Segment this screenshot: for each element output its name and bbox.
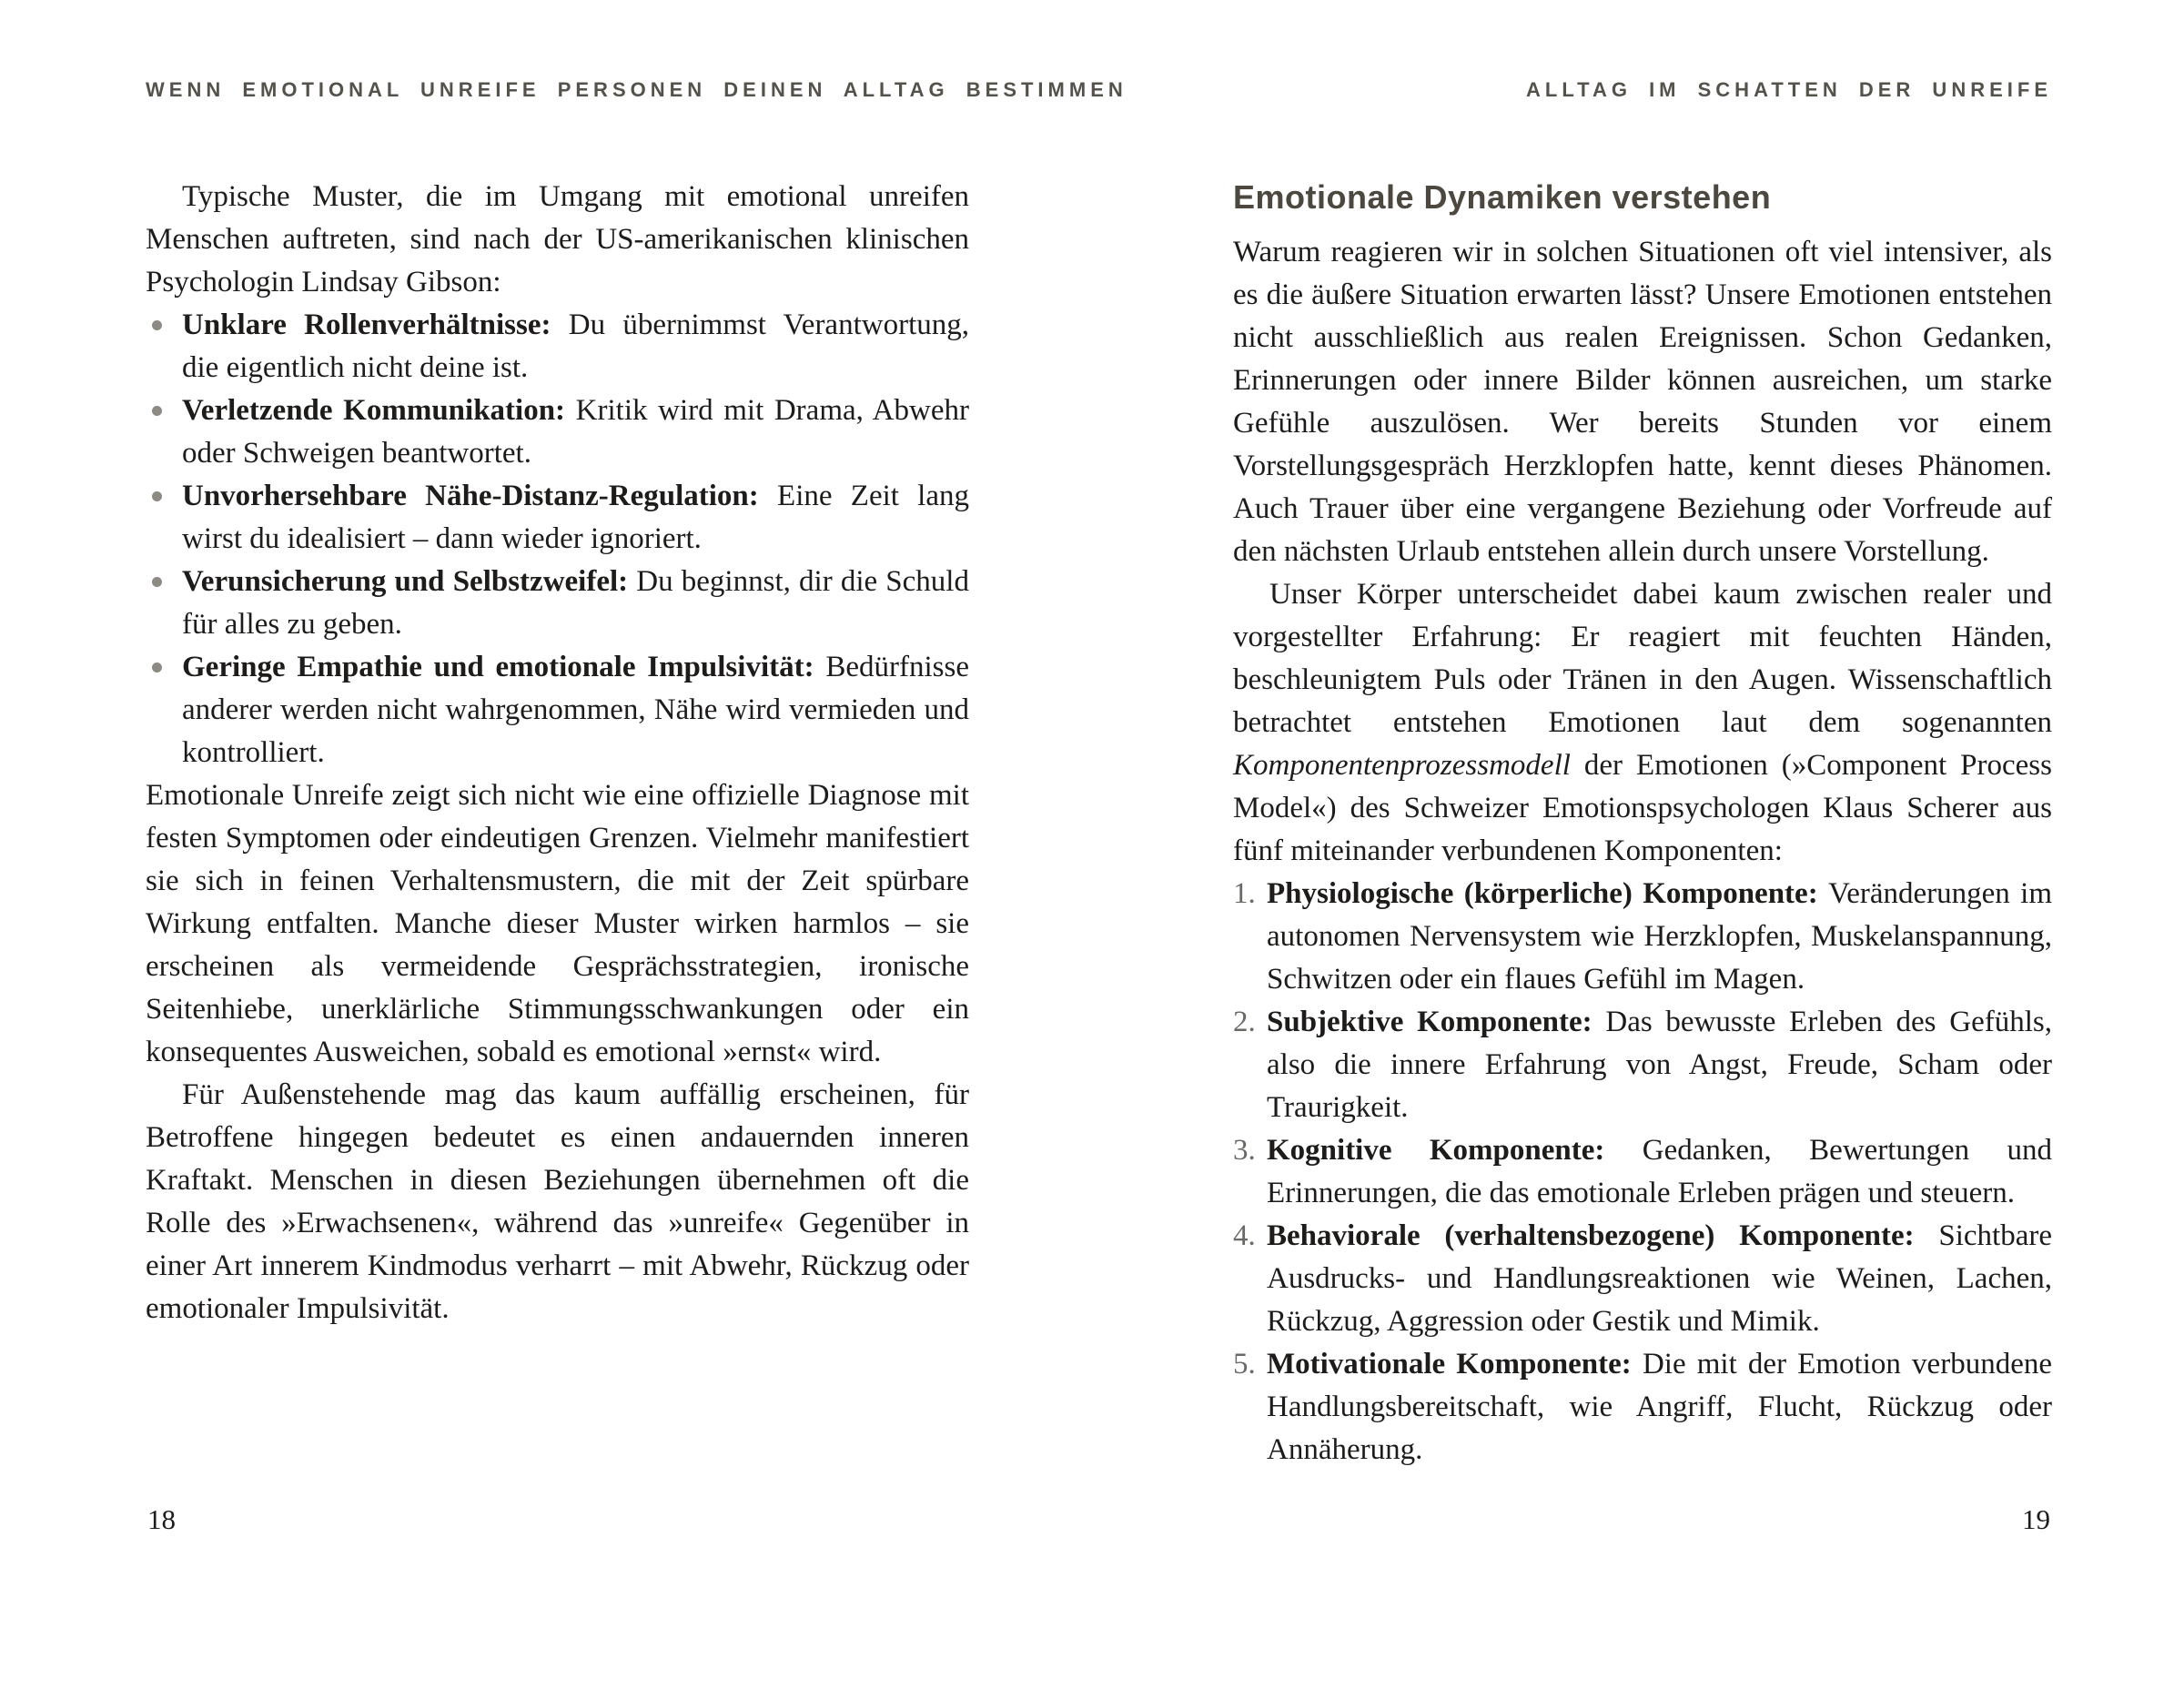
page-right [1233,0,2052,1699]
paragraph: Für Außenstehende mag das kaum auffällig erscheinen, für Betroffene hingegen bedeutet es einen andauernden inneren Kraftakt. Menschen in diesen Beziehungen übernehmen oft die Rolle des »Erwachsenen«, während das »unreife« Gegenüber in einer Art innerem Kindmodus verharrt – mit Abwehr, Rückzug oder emotionaler Impulsivität. [146,1078,969,1325]
bullet-text: Du übernimmst Verantwortung, die eigentlich nicht deine ist. [182,308,969,384]
numbered-list [1233,873,2052,1471]
bullet-item [182,389,969,475]
bullet-dot-icon [152,491,162,501]
page-number-right: 19 [2022,1503,2050,1535]
numbered-item [1233,1129,2053,1215]
running-head-left: WENN EMOTIONAL UNREIFE PERSONEN DEINEN ALLTAG BESTIMMEN [146,78,1127,101]
item-lead: Subjektive Komponente: [1267,1006,1606,1038]
bullet-item [182,646,969,774]
right-body-text [1233,176,2052,1471]
model-paragraph [1233,573,2052,873]
bullet-text: Du beginnst, dir die Schuld für alles zu geben. [182,565,969,641]
item-lead: Behaviorale (verhaltensbezogene) Komponente: [1267,1219,1939,1252]
item-lead: Motivationale Komponente: [1267,1348,1643,1380]
model-paragraph-italic-term: Komponentenprozessmodell [1233,749,1571,782]
bullet-item [182,561,969,646]
bullet-text: Kritik wird mit Drama, Abwehr oder Schweigen beantwortet. [182,394,969,470]
running-head-right: ALLTAG IM SCHATTEN DER UNREIFE [1526,78,2052,101]
bullet-list [146,304,969,774]
page-number-left: 18 [147,1503,176,1535]
paragraph: Emotionale Unreife zeigt sich nicht wie eine offizielle Diagnose mit festen Symptomen oder eindeutigen Grenzen. Vielmehr manifestiert sie sich in feinen Verhaltensmustern, die mit der Zeit spürbare Wirkung entfalten. Manche dieser Muster wirken harmlos – sie erscheinen als vermeidende Gesprächsstrategien, ironische Seitenhiebe, unerklärliche Stimmungsschwankungen oder ein konsequentes Ausweichen, sobald es emotional »ernst« wird. [146,779,969,1068]
section-heading: Emotionale Dynamiken verstehen [1233,178,1772,216]
item-lead: Kognitive Komponente: [1267,1134,1643,1167]
left-body-text [146,176,969,1330]
item-text: Gedanken, Bewertungen und Erinnerungen, die das emotionale Erleben prägen und steuern. [1267,1134,2053,1209]
item-text: Die mit der Emotion verbundene Handlungsbereitschaft, wie Angriff, Flucht, Rückzug oder Annäherung. [1267,1348,2052,1466]
page-left [146,0,1127,1699]
intro-paragraph: Warum reagieren wir in solchen Situationen oft viel intensiver, als es die äußere Situation erwarten lässt? Unsere Emotionen entstehen nicht ausschließlich aus realen Ereignissen. Schon Gedanken, Erinnerungen oder innere Bilder können ausreichen, um starke Gefühle auszulösen. Wer bereits Stunden vor einem Vorstellungsgespräch Herzklopfen hatte, kennt dieses Phänomen. Auch Trauer über eine vergangene Beziehung oder Vorfreude auf den nächsten Urlaub entstehen allein durch unsere Vorstellung. [1233,236,2052,568]
item-number: 4. [1233,1219,1256,1252]
bullet-item [182,475,969,561]
item-text: Das bewusste Erleben des Gefühls, also die innere Erfahrung von Angst, Freude, Scham oder Traurigkeit. [1267,1006,2052,1124]
item-lead: Physiologische (körperliche) Komponente: [1267,877,1829,910]
model-paragraph-after: der Emotionen (»Component Process Model«) des Schweizer Emotionspsychologen Klaus Scherer aus fünf miteinander verbundenen Komponenten: [1233,749,2052,867]
bullet-dot-icon [152,406,162,416]
bullet-lead: Unklare Rollenverhältnisse: [182,308,569,341]
item-number: 1. [1233,877,1256,910]
bullet-item [182,304,969,389]
bullet-dot-icon [152,662,162,673]
bullet-lead: Geringe Empathie und emotionale Impulsivität: [182,651,826,683]
intro-paragraph: Typische Muster, die im Umgang mit emotional unreifen Menschen auftreten, sind nach der US-amerikanischen klinischen Psychologin Lindsay Gibson: [146,180,969,298]
bullet-text: Bedürfnisse anderer werden nicht wahrgenommen, Nähe wird vermieden und kontrolliert. [182,651,969,769]
item-number: 3. [1233,1134,1256,1167]
item-text: Sichtbare Ausdrucks- und Handlungsreaktionen wie Weinen, Lachen, Rückzug, Aggression oder Gestik und Mimik. [1267,1219,2052,1338]
bullet-lead: Unvorhersehbare Nähe-Distanz-Regulation: [182,480,778,512]
numbered-item [1233,1215,2052,1343]
model-paragraph-before: Unser Körper unterscheidet dabei kaum zwischen realer und vorgestellter Erfahrung: Er reagiert mit feuchten Händen, beschleunigtem Puls oder Tränen in den Augen. Wissenschaftlich betrachtet entstehen Emotionen laut dem sogenannten [1233,578,2052,739]
item-text: Veränderungen im autonomen Nervensystem wie Herzklopfen, Muskelanspannung, Schwitzen oder ein flaues Gefühl im Magen. [1267,877,2053,996]
numbered-item [1233,1001,2052,1129]
bullet-text: Eine Zeit lang wirst du idealisiert – dann wieder ignoriert. [182,480,970,555]
bullet-dot-icon [152,577,162,587]
item-number: 5. [1233,1348,1256,1380]
bullet-lead: Verunsicherung und Selbstzweifel: [182,565,637,598]
bullet-dot-icon [152,320,162,330]
numbered-item [1233,1343,2052,1471]
item-number: 2. [1233,1006,1256,1038]
bullet-lead: Verletzende Kommunikation: [182,394,576,427]
numbered-item [1233,873,2053,1001]
